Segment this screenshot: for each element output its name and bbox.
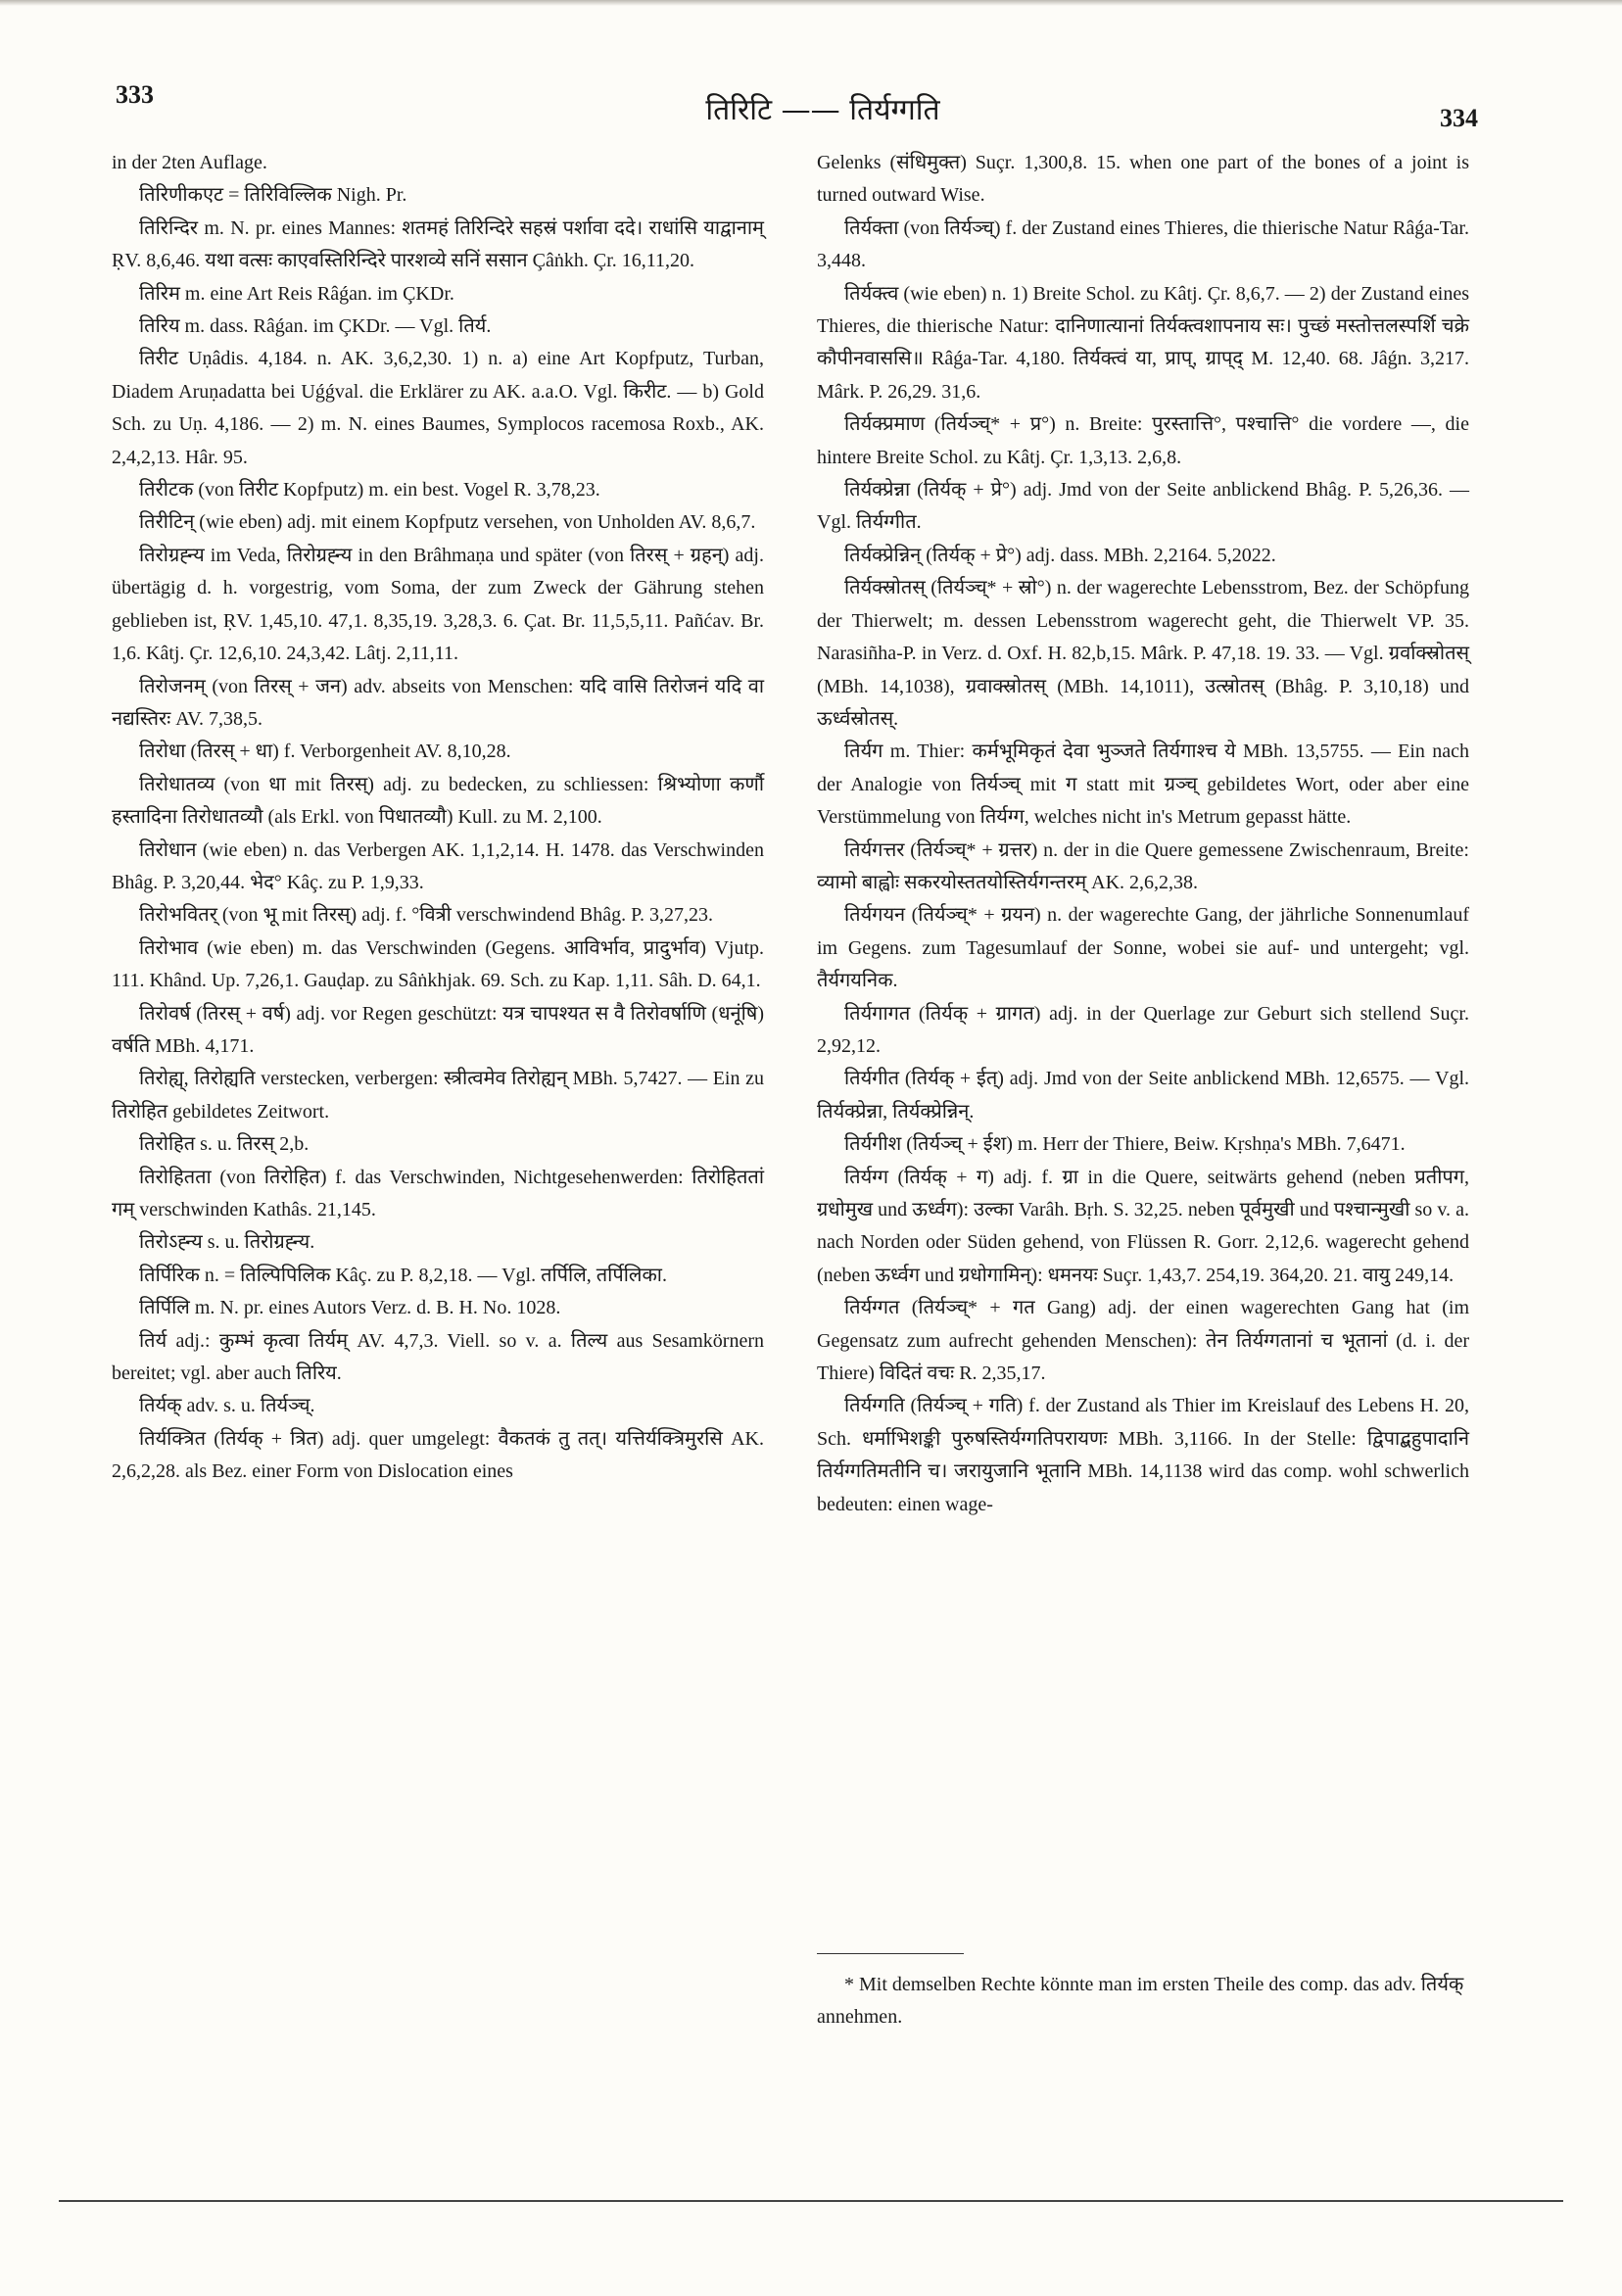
dictionary-entry: तिर्यग्ग (तिर्यक् + ग) adj. f. ग्रा in die Quere, seitwärts gehend (neben प्रतीपग, ग्रधोमुख und ऊर्ध्वग): उल्का Varâh. Bṛh. S. 32,25. neben पूर्वमुखी und पश्चान्मुखी so v. a. nach Norden oder Süden gehend, von Flüssen R. Gorr. 2,12,6. wagerecht gehend (neben ऊर्ध्वग und ग्रधोगामिन्): धमनयः Suçr. 1,43,7. 254,19. 364,20. 21. वायु 249,14. xyxy=(817,1166,1469,1286)
dictionary-entry: तिर्यग्गत (तिर्यञ्च्* + गत Gang) adj. der einen wagerechten Gang hat (im Gegensatz zum aufrecht gehenden Menschen): तेन तिर्यग्गतानां च भूतानां (d. i. der Thiere) विदितं वचः R. 2,35,17. xyxy=(817,1297,1469,1385)
dictionary-entry: तिरोहितता (von तिरोहित) f. das Verschwinden, Nichtgesehenwerden: तिरोहिततां गम् verschwinden Kathâs. 21,145. xyxy=(112,1166,764,1220)
dictionary-entry: तिर्यग्गति (तिर्यञ्च् + गति) f. der Zustand als Thier im Kreislauf des Lebens H. 20, Sch. धर्माभिशङ्की पुरुषस्तिर्यग्गतिपरायणः MBh. 3,1166. In der Stelle: द्विपाद्बहुपादानि तिर्यग्गतिमतीनि च। जरायुजानि भूतानि MBh. 14,1138 wird das comp. wohl schwerlich bedeuten: einen wage- xyxy=(817,1395,1469,1515)
footnote: * Mit demselben Rechte könnte man im ersten Theile des comp. das adv. तिर्यक् annehmen. xyxy=(817,1974,1464,2028)
dictionary-entry: तिरिन्दिर m. N. pr. eines Mannes: शतमहं तिरिन्दिरे सहस्रं पर्शावा ददे। राधांसि याद्वानाम् ṚV. 8,6,46. यथा वत्सः काएवस्तिरिन्दिरे पारशव्ये सनिं ससान Çâṅkh. Çr. 16,11,20. xyxy=(112,216,764,272)
dictionary-entry: तिरोहित s. u. तिरस् 2,b. xyxy=(139,1133,310,1156)
dictionary-entry: तिर्य adj.: कुम्भं कृत्वा तिर्यम् AV. 4,7,3. Viell. so v. a. तिल्य aus Sesamkörnern bereitet; vgl. aber auch तिरिय. xyxy=(112,1329,764,1385)
dictionary-entry: तिरोधातव्य (von धा mit तिरस्) adj. zu bedecken, zu schliessen: श्रिभ्योणा कर्णौ हस्तादिना तिरोधातव्यौ (als Erkl. von पिधातव्यौ) Kull. zu M. 2,100. xyxy=(112,773,764,829)
dictionary-entry: तिरोजनम् (von तिरस् + जन) adv. abseits von Menschen: यदि वासि तिरोजनं यदि वा नद्यस्तिरः AV. 7,38,5. xyxy=(112,675,764,730)
dictionary-entry: तिरोवर्ष (तिरस् + वर्ष) adj. vor Regen geschützt: यत्र चापश्यत स वै तिरोवर्षाणि (धनूंषि) वर्षति MBh. 4,171. xyxy=(112,1002,764,1057)
dictionary-entry: तिर्पिलि m. N. pr. eines Autors Verz. d. B. H. No. 1028. xyxy=(139,1297,561,1319)
dictionary-entry: तिर्यक् adv. s. u. तिर्यञ्च्. xyxy=(139,1395,315,1417)
dictionary-entry: तिरीटक (von तिरीट Kopfputz) m. ein best. Vogel R. 3,78,23. xyxy=(139,479,600,502)
dictionary-entry: तिर्यक्प्रमाण (तिर्यञ्च्* + प्र°) n. Breite: पुरस्तात्ति°, पश्चात्ति° die vordere —, die hintere Breite Schol. zu Kâtj. Çr. 1,3,13. 2,6,8. xyxy=(817,413,1469,468)
dictionary-entry: तिर्यक्त्रित (तिर्यक् + त्रित) adj. quer umgelegt: वैकतकं तु तत्। यत्तिर्यक्त्रिमुरसि AK. 2,6,2,28. als Bez. einer Form von Dislocation eines xyxy=(112,1427,764,1483)
dictionary-entry: तिरिणीकएट = तिरिविल्लिक Nigh. Pr. xyxy=(139,184,407,207)
bottom-rule xyxy=(59,2200,1563,2202)
dictionary-entry: तिरिम m. eine Art Reis Râǵan. im ÇKDr. xyxy=(139,282,454,305)
dictionary-entry: तिर्यक्त्व (wie eben) n. 1) Breite Schol. zu Kâtj. Çr. 8,6,7. — 2) der Zustand eines Thieres, die thierische Natur: दानिणात्यानां तिर्यक्त्वशापनाय सः। पुच्छं मस्तोत्तलस्पर्शि चक्रे कौपीनवाससि॥ Râǵa-Tar. 4,180. तिर्यक्त्वं या, प्राप्, ग्राप्‌द् M. 12,40. 68. Jâǵn. 3,217. Mârk. P. 26,29. 31,6. xyxy=(817,282,1469,403)
dictionary-entry: तिरीट Uṇâdis. 4,184. n. AK. 3,6,2,30. 1) n. a) eine Art Kopfputz, Turban, Diadem Aruṇadatta bei Uǵǵval. die Erklärer zu AK. a.a.O. Vgl. किरीट. — b) Gold Sch. zu Uṇ. 4,186. — 2) m. N. eines Baumes, Symplocos racemosa Roxb., AK. 2,4,2,13. Hâr. 95. xyxy=(112,348,764,468)
dictionary-entry: तिर्यगत्तर (तिर्यञ्च्* + ग्रत्तर) n. der in die Quere gemessene Zwischenraum, Breite: व्यामो बाह्वोः सकरयोस्ततयोस्तिर्यगन्तरम् AK. 2,6,2,38. xyxy=(817,838,1469,893)
dictionary-entry: तिर्यक्प्रेन्निन् (तिर्यक् + प्रे°) adj. dass. MBh. 2,2164. 5,2022. xyxy=(844,544,1276,566)
dictionary-entry: तिरोधान (wie eben) n. das Verbergen AK. 1,1,2,14. H. 1478. das Verschwinden Bhâg. P. 3,20,44. भेद° Kâç. zu P. 1,9,33. xyxy=(112,838,764,893)
dictionary-entry: तिरिय m. dass. Râǵan. im ÇKDr. — Vgl. तिर्य. xyxy=(139,315,492,338)
dictionary-entry: तिर्यगीत (तिर्यक् + ईत्) adj. Jmd von der Seite anblickend MBh. 12,6575. — Vgl. तिर्यक्प्रेन्ना, तिर्यक्प्रेन्निन्. xyxy=(817,1068,1469,1123)
dictionary-entry: तिरोग्रह्न्य im Veda, तिरोग्रह्न्य in den Brâhmaṇa und später (von तिरस् + ग्रहन्) adj. übertägig d. h. vorgestrig, vom Soma, der zum Zweck der Gährung stehen geblieben ist, ṚV. 1,45,10. 47,1. 8,35,19. 3,28,3. 6. Çat. Br. 11,5,5,11. Pañćav. Br. 1,6. Kâtj. Çr. 12,6,10. 24,3,42. Lâtj. 2,11,11. xyxy=(112,544,764,665)
dictionary-entry: Gelenks (संधिमुक्त) Suçr. 1,300,8. 15. when one part of the bones of a joint is turned outward Wise. xyxy=(817,152,1469,207)
right-column xyxy=(817,147,1469,1521)
dictionary-entry: in der 2ten Auflage. xyxy=(112,152,267,173)
dictionary-entry: तिर्यगयन (तिर्यञ्च्* + ग्रयन) n. der wagerechte Gang, der jährliche Sonnenumlauf im Gegens. zum Tagesumlauf der Sonne, wobei sie auf- und untergeht; vgl. तैर्यगयनिक. xyxy=(817,904,1469,992)
dictionary-entry: तिर्यगीश (तिर्यञ्च् + ईश) m. Herr der Thiere, Beiw. Kṛshṇa's MBh. 7,6471. xyxy=(844,1133,1406,1156)
dictionary-entry: तिरोह्य्, तिरोह्यति verstecken, verbergen: स्त्रीत्वमेव तिरोह्यन् MBh. 5,7427. — Ein zu तिरोहित gebildetes Zeitwort. xyxy=(112,1068,764,1123)
dictionary-entry: तिरोभाव (wie eben) m. das Verschwinden (Gegens. आविर्भाव, प्रादुर्भाव) Vjutp. 111. Khând. Up. 7,26,1. Gauḍap. zu Sâṅkhjak. 69. Sch. zu Kap. 1,11. Sâh. D. 64,1. xyxy=(112,936,764,992)
dictionary-entry: तिरोभवितर् (von भू mit तिरस्) adj. f. °वित्री verschwindend Bhâg. P. 3,27,23. xyxy=(139,904,714,927)
dictionary-entry: तिर्यक्स्रोतस् (तिर्यञ्च्* + स्रो°) n. der wagerechte Lebensstrom, Bez. der Schöpfung der Thierwelt; m. dessen Lebensstrom wagerecht geht, die Thierwelt VP. 35. Narasiñha-P. in Verz. d. Oxf. H. 82,b,15. Mârk. P. 47,18. 19. 33. — Vgl. ग्रर्वाक्स्रोतस् (MBh. 14,1038), ग्रवाक्स्रोतस् (MBh. 14,1011), उत्स्रोतस् (Bhâg. P. 3,10,18) und ऊर्ध्वस्रोतस्. xyxy=(817,577,1469,730)
running-headword: तिरिटि —— तिर्यग्गति xyxy=(705,93,940,127)
dictionary-entry: तिर्यक्ता (von तिर्यञ्च्) f. der Zustand eines Thieres, die thierische Natur Râǵa-Tar. 3,448. xyxy=(817,216,1469,272)
footnote-divider xyxy=(817,1953,964,1954)
dictionary-entry: तिरीटिन् (wie eben) adj. mit einem Kopfputz versehen, von Unholden AV. 8,6,7. xyxy=(139,511,756,534)
dictionary-entry: तिर्पिरिक n. = तिल्पिपिलिक Kâç. zu P. 8,2,18. — Vgl. तर्पिलि, तर्पिलिका. xyxy=(139,1264,667,1286)
dictionary-entry: तिरोऽह्न्य s. u. तिरोग्रह्न्य. xyxy=(139,1231,315,1254)
left-column xyxy=(112,147,764,1489)
page-number-right: 334 xyxy=(1440,104,1478,132)
dictionary-entry: तिर्यक्प्रेन्ना (तिर्यक् + प्रे°) adj. Jmd von der Seite anblickend Bhâg. P. 5,26,36. — Vgl. तिर्यग्गीत. xyxy=(817,479,1469,534)
dictionary-entry: तिर्यगागत (तिर्यक् + ग्रागत) adj. in der Querlage zur Geburt sich stellend Suçr. 2,92,12. xyxy=(817,1002,1469,1057)
page-number-left: 333 xyxy=(116,80,154,109)
top-edge xyxy=(0,0,1622,6)
dictionary-entry: तिरोधा (तिरस् + धा) f. Verborgenheit AV. 8,10,28. xyxy=(139,741,511,763)
dictionary-entry: तिर्यग m. Thier: कर्मभूमिकृतं देवा भुञ्जते तिर्यगाश्च ये MBh. 13,5755. — Ein nach der Analogie von तिर्यञ्च् mit ग statt mit ग्रञ्च् gebildetes Wort, oder aber eine Verstümmelung von तिर्यग्ग, welches nicht in's Metrum gepasst hätte. xyxy=(817,741,1469,829)
